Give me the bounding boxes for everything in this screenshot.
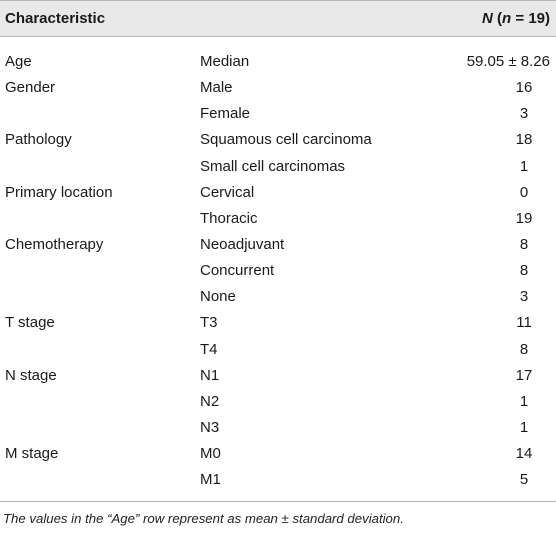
cell-category: Male	[200, 79, 233, 97]
table-row	[0, 390, 556, 416]
cell-category: N3	[200, 418, 220, 436]
cell-category: Small cell carcinomas	[200, 157, 346, 175]
cell-category: Median	[200, 53, 250, 70]
table-row	[0, 155, 556, 181]
cell-category: N2	[200, 392, 220, 410]
header-n-paren: (	[492, 10, 503, 27]
cell-characteristic: M stage	[5, 445, 59, 463]
table-row	[0, 128, 556, 154]
table-row	[0, 50, 556, 76]
cell-characteristic: Primary location	[5, 183, 113, 201]
cell-value: 1	[519, 418, 529, 436]
cell-value: 59.05 ± 8.26	[466, 53, 550, 70]
cell-characteristic: Chemotherapy	[5, 235, 104, 253]
table-row	[0, 416, 556, 442]
table-row	[0, 259, 556, 285]
table-row	[0, 338, 556, 364]
header-characteristic: Characteristic	[5, 10, 106, 27]
cell-value: 19	[515, 209, 533, 227]
cell-category: Concurrent	[200, 262, 275, 280]
table-row	[0, 102, 556, 128]
header-n-label: N	[482, 10, 493, 27]
cell-characteristic: T stage	[5, 314, 55, 332]
cell-category: Cervical	[200, 183, 255, 201]
cell-value: 16	[515, 79, 533, 97]
cell-category: Neoadjuvant	[200, 235, 285, 253]
cell-category: N1	[200, 366, 220, 384]
header-n-eq: = 19)	[511, 10, 550, 27]
cell-value: 17	[515, 366, 533, 384]
table-row	[0, 76, 556, 102]
table-row	[0, 181, 556, 207]
table-row	[0, 233, 556, 259]
table-row	[0, 311, 556, 337]
table-row	[0, 468, 556, 494]
cell-characteristic: N stage	[5, 366, 57, 384]
table-row	[0, 442, 556, 468]
cell-category: Squamous cell carcinoma	[200, 131, 372, 149]
cell-characteristic: Gender	[5, 79, 56, 97]
table-row	[0, 207, 556, 233]
cell-value: 8	[519, 235, 529, 253]
cell-category: None	[200, 288, 236, 306]
table-footnote: The values in the “Age” row represent as mean ± standard deviation.	[3, 511, 404, 526]
cell-characteristic: Pathology	[5, 131, 72, 149]
cell-characteristic: Age	[5, 53, 32, 70]
cell-value: 1	[519, 392, 529, 410]
cell-category: M1	[200, 471, 221, 489]
cell-category: Female	[200, 105, 251, 123]
cell-value: 3	[519, 105, 529, 123]
cell-value: 11	[516, 314, 532, 332]
header-n-var: n	[502, 10, 512, 27]
cell-value: 1	[519, 157, 529, 175]
table-header	[0, 0, 556, 37]
cell-category: T3	[200, 314, 218, 332]
cell-category: M0	[200, 445, 221, 463]
cell-category: Thoracic	[200, 209, 258, 227]
table-row	[0, 285, 556, 311]
cell-value: 8	[519, 340, 529, 358]
cell-value: 3	[519, 288, 529, 306]
table-bottom-rule	[0, 501, 556, 502]
header-n	[482, 10, 550, 27]
cell-value: 0	[519, 183, 529, 201]
table-body	[0, 37, 556, 494]
table-row	[0, 364, 556, 390]
cell-value: 8	[519, 262, 529, 280]
cell-value: 14	[515, 445, 533, 463]
cell-value: 18	[515, 131, 533, 149]
cell-value: 5	[519, 471, 529, 489]
cell-category: T4	[200, 340, 218, 358]
